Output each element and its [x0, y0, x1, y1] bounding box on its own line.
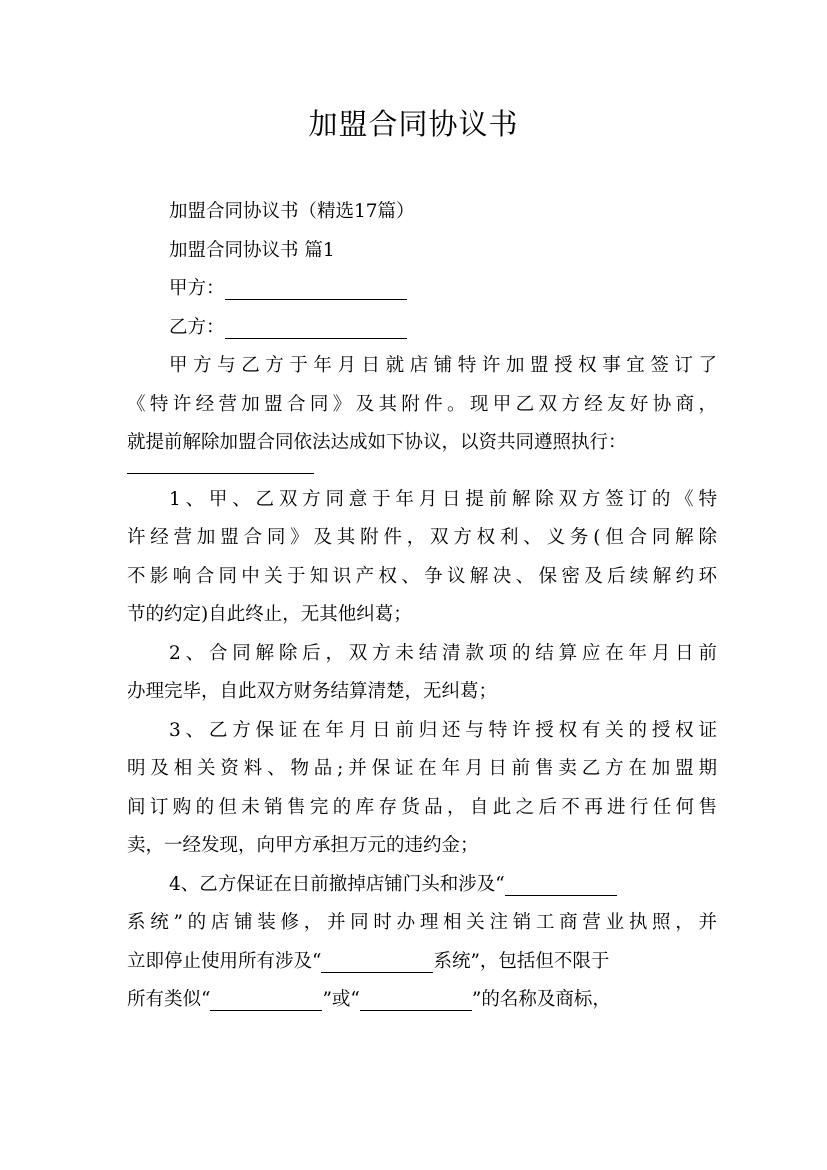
party-b-label: 乙方：: [169, 316, 225, 338]
clause-4-text-d: 所有类似“: [127, 989, 211, 1010]
clause-3-line-1: 3、乙方保证在年月日前归还与特许授权有关的授权证: [169, 719, 717, 741]
clause-4-line-4: [127, 981, 717, 1020]
clause-3-line-2: 明及相关资料、物品;并保证在年月日前售卖乙方在加盟期: [127, 758, 717, 779]
section-heading: 加盟合同协议书 篇1: [169, 239, 335, 261]
clause-3-line-4: 卖，一经发现，向甲方承担万元的违约金；: [127, 835, 479, 856]
clause-4-line-2: 系统”的店铺装修，并同时办理相关注销工商营业执照，并: [127, 912, 717, 933]
party-a-label: 甲方：: [169, 278, 225, 299]
clause-4-text-b: 立即停止使用所有涉及“: [127, 950, 322, 972]
clause-1-line-2: 许经营加盟合同》及其附件，双方权利、义务(但合同解除: [127, 527, 717, 548]
clause-4-blank-4: [360, 988, 472, 1011]
clause-4-text-a: 4、乙方保证在日前撤掉店铺门头和涉及“: [169, 873, 505, 895]
intro-line-1: 甲方与乙方于年月日就店铺特许加盟授权事宜签订了: [169, 355, 717, 376]
clause-4-text-e: ”或“: [322, 989, 360, 1010]
clause-4-text-f: ”的名称及商标，: [471, 989, 611, 1010]
clause-1-line-3: 不影响合同中关于知识产权、争议解决、保密及后续解约环: [127, 565, 717, 587]
intro-line-3: 就提前解除加盟合同依法达成如下协议，以资共同遵照执行：: [127, 432, 627, 453]
document-title: 加盟合同协议书: [308, 107, 519, 141]
intro-line-2: 《特许经营加盟合同》及其附件。现甲乙双方经友好协商，: [127, 393, 717, 415]
clause-4-blank-3: [210, 988, 322, 1011]
clause-4-blank-1: [505, 873, 617, 896]
party-b-blank: [225, 316, 407, 339]
party-b-line: [127, 309, 717, 348]
clause-2-line-1: 2、合同解除后，双方未结清款项的结算应在年月日前: [169, 642, 717, 664]
party-a-line: [127, 270, 717, 309]
clause-1-line-4: 节的约定)自此终止，无其他纠葛；: [127, 604, 412, 625]
clause-4-blank-2: [321, 950, 433, 973]
clause-2-line-2: 办理完毕，自此双方财务结算清楚，无纠葛；: [127, 681, 498, 702]
clause-1-line-1: 1、甲、乙双方同意于年月日提前解除双方签订的《特: [169, 488, 717, 510]
subtitle-line: 加盟合同协议书（精选17篇）: [169, 201, 415, 222]
party-a-blank: [225, 277, 407, 300]
clause-4-text-c: 系统”，包括但不限于: [433, 950, 610, 972]
separator-blank: [127, 473, 314, 474]
clause-4-line-1: [127, 866, 717, 905]
clause-3-line-3: 间订购的但未销售完的库存货品，自此之后不再进行任何售: [127, 796, 717, 818]
clause-4-line-3: [127, 943, 717, 982]
document-body: [127, 193, 717, 1020]
